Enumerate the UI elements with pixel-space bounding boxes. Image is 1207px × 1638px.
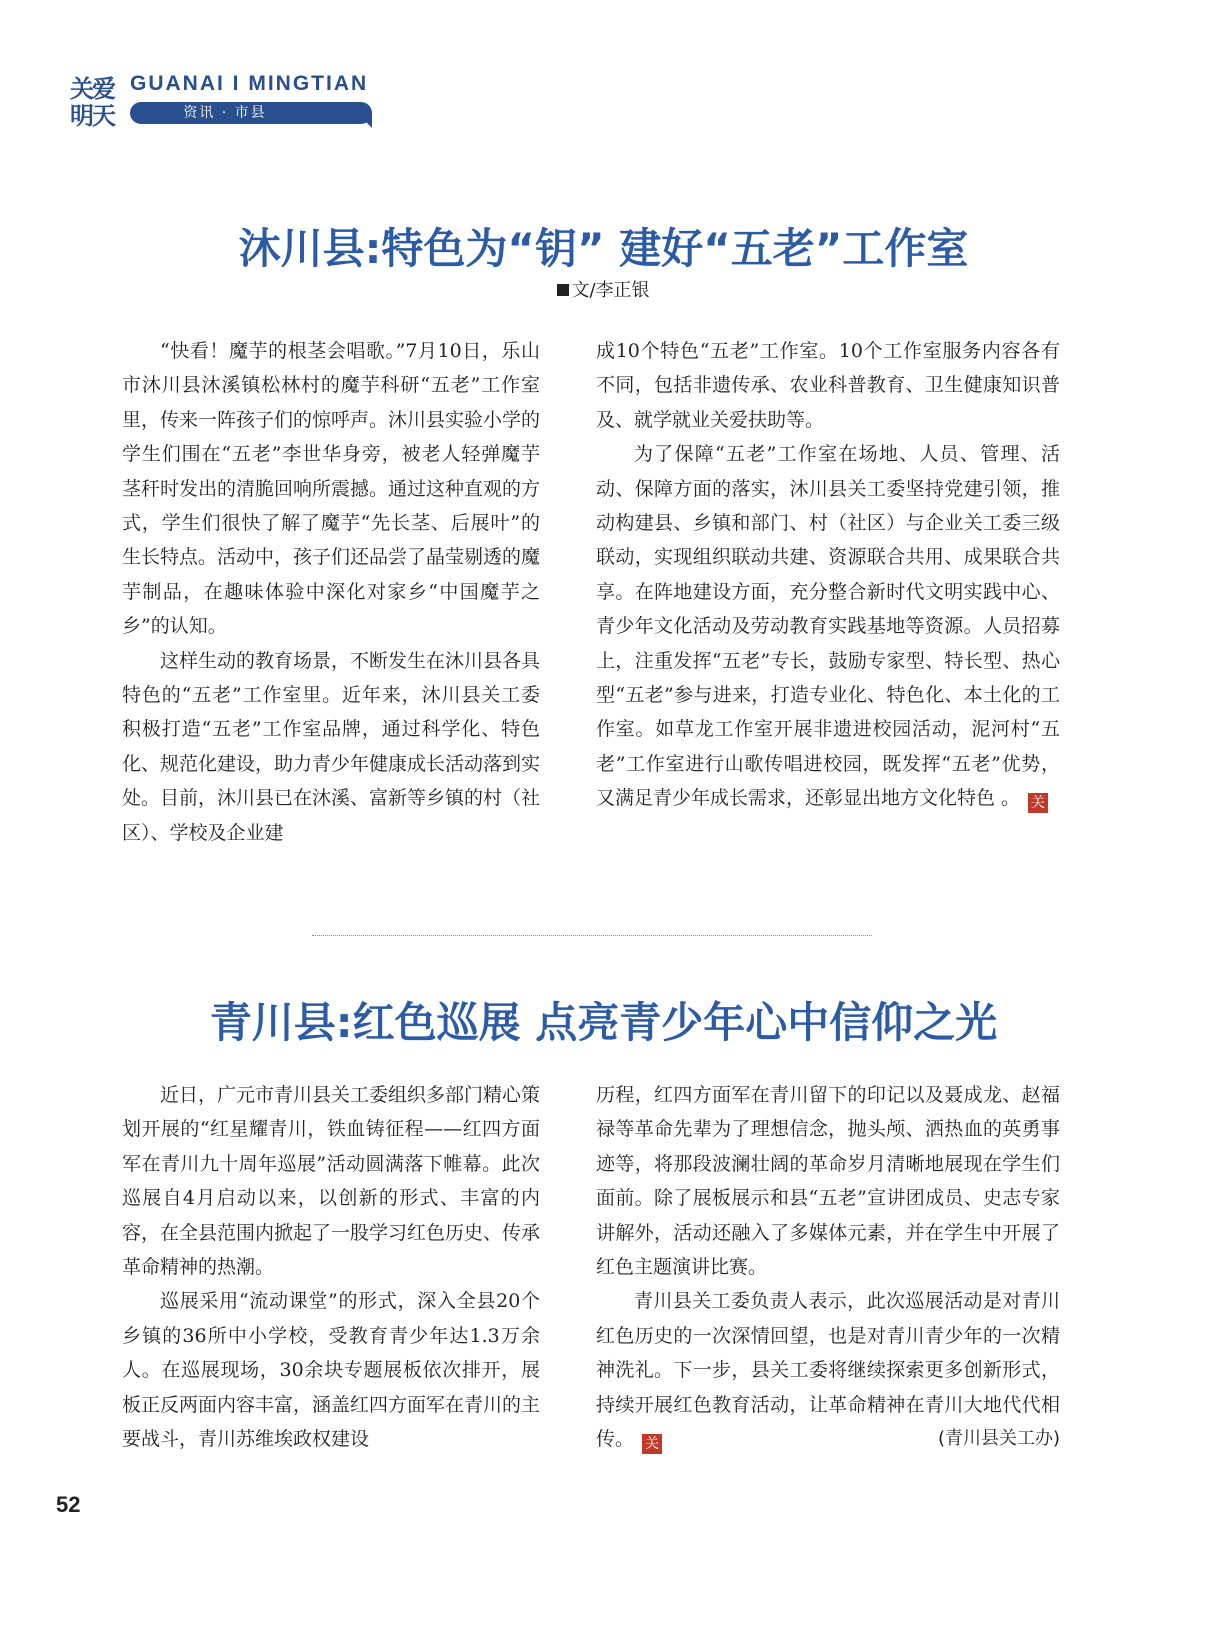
- column-logo: [70, 76, 120, 130]
- section-label: 资讯 · 市县: [183, 105, 267, 121]
- paragraph: “快看！魔芋的根茎会唱歌。”7月10日，乐山市沐川县沐溪镇松林村的魔芋科研“五老”工作室里，传来一阵孩子们的惊呼声。沐川县实验小学的学生们围在“五老”李世华身旁，被老人轻弹魔芋茎秆时发出的清脆回响所震撼。通过这种直观的方式，学生们很快了解了魔芋“先长茎、后展叶”的生长特点。活动中，孩子们还品尝了晶莹剔透的魔芋制品，在趣味体验中深化对家乡“中国魔芋之乡”的认知。: [122, 340, 541, 638]
- article-divider: [312, 935, 872, 936]
- paragraph-last: [596, 1284, 1060, 1456]
- article-source: (青川县关工办): [937, 1428, 1060, 1450]
- logo-line-1: 关爱: [70, 75, 114, 103]
- end-mark-icon: 关: [1028, 793, 1048, 813]
- paragraph-text: 为了保障“五老”工作室在场地、人员、管理、活动、保障方面的落实，沐川县关工委坚持党建引领，推动构建县、乡镇和部门、村（社区）与企业关工委三级联动，实现组织联动共建、资源联合共用、成果联合共享。在阵地建设方面，充分整合新时代文明实践中心、青少年文化活动及劳动教育实践基地等资源。人员招募上，注重发挥“五老”专长，鼓励专家型、特长型、热心型“五老”参与进来，打造专业化、特色化、本土化的工作室。如草龙工作室开展非遗进校园活动，泥河村“五老”工作室进行山歌传唱进校园，既发挥“五老”优势，又满足青少年成长需求，还彰显出地方文化特色 。: [596, 443, 1060, 810]
- column-name-en: GUANAI I MINGTIAN: [130, 72, 369, 95]
- paragraph: 这样生动的教育场景，不断发生在沐川县各具特色的“五老”工作室里。近年来，沐川县关工委积极打造“五老”工作室品牌，通过科学化、特色化、规范化建设，助力青少年健康成长活动落到实处。目前，沐川县已在沐溪、富新等乡镇的村（社区）、学校及企业建: [122, 649, 541, 844]
- article2-column-2: [596, 1078, 1060, 1456]
- paragraph: 近日，广元市青川县关工委组织多部门精心策划开展的“红星耀青川，铁血铸征程——红四方面军在青川九十周年巡展”活动圆满落下帷幕。此次巡展自4月启动以来，以创新的形式、丰富的内容，在全县范围内掀起了一股学习红色历史、传承革命精神的热潮。: [122, 1084, 541, 1279]
- page-number: 52: [56, 1492, 81, 1517]
- article1-column-1: [122, 334, 540, 850]
- square-bullet-icon: [557, 284, 569, 296]
- article1-byline: [0, 276, 1207, 302]
- paragraph: 巡展采用“流动课堂”的形式，深入全县20个乡镇的36所中小学校，受教育青少年达1.3万余人。在巡展现场，30余块专题展板依次排开，展板正反两面内容丰富，涵盖红四方面军在青川的主要战斗，青川苏维埃政权建设: [122, 1290, 541, 1451]
- article1-column-2: [596, 334, 1060, 816]
- paragraph-last: [596, 437, 1060, 815]
- magazine-header: [70, 70, 400, 136]
- byline-text: 文/李正银: [571, 280, 650, 301]
- end-mark-icon: 关: [642, 1434, 662, 1454]
- article2-column-1: [122, 1078, 540, 1456]
- article2-title: 青川县:红色巡展 点亮青少年心中信仰之光: [209, 998, 998, 1047]
- article1-title: 沐川县:特色为“钥” 建好“五老”工作室: [238, 224, 969, 273]
- section-bar-tail: [358, 114, 372, 128]
- logo-line-2: 明天: [70, 102, 114, 130]
- paragraph: 历程，红四方面军在青川留下的印记以及聂成龙、赵福禄等革命先辈为了理想信念，抛头颅、洒热血的英勇事迹等，将那段波澜壮阔的革命岁月清晰地展现在学生们面前。除了展板展示和县“五老”宣讲团成员、史志专家讲解外，活动还融入了多媒体元素，并在学生中开展了红色主题演讲比赛。: [596, 1084, 1060, 1279]
- paragraph-text: 青川县关工委负责人表示，此次巡展活动是对青川红色历史的一次深情回望，也是对青川青少年的一次精神洗礼。下一步，县关工委将继续探索更多创新形式，持续开展红色教育活动，让革命精神在青川大地代代相传。: [596, 1290, 1060, 1451]
- paragraph: 成10个特色“五老”工作室。10个工作室服务内容各有不同，包括非遗传承、农业科普教育、卫生健康知识普及、就学就业关爱扶助等。: [596, 340, 1060, 431]
